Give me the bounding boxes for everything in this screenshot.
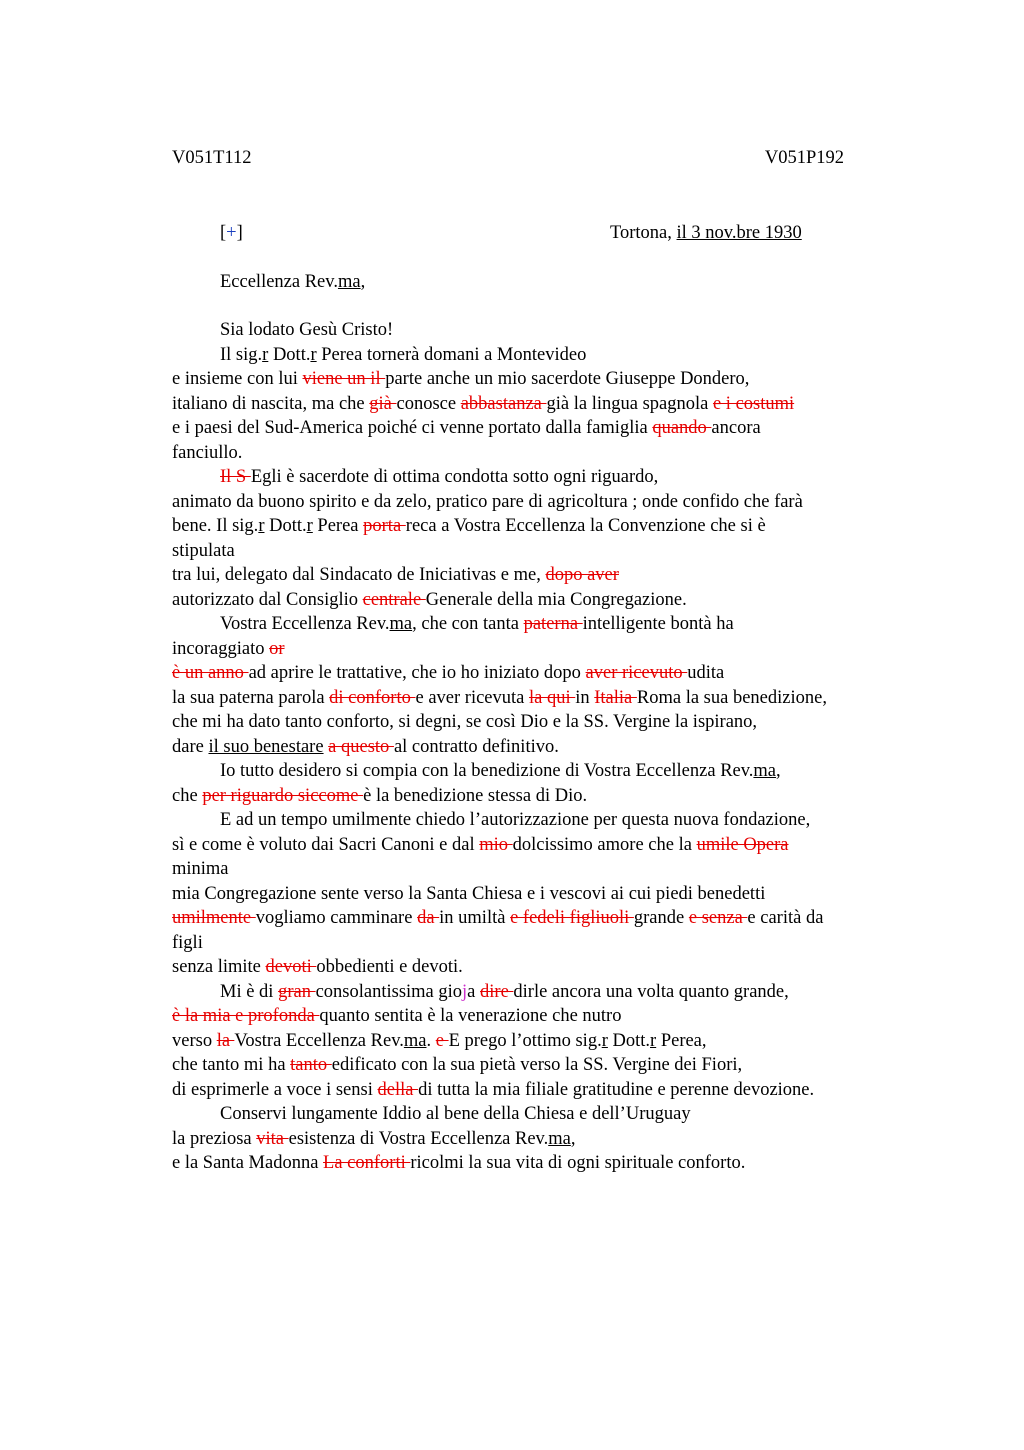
deleted-text: tanto [290, 1055, 332, 1075]
body-line [172, 1030, 707, 1052]
text-segment: italiano di nascita, ma che [172, 394, 370, 414]
deleted-text: gran [278, 982, 316, 1002]
deleted-text: dopo aver [545, 565, 619, 585]
text-segment: . [426, 1031, 436, 1051]
body-line [172, 711, 757, 733]
underlined-text: ma [548, 1129, 571, 1149]
underlined-text: il suo benestare [208, 737, 324, 757]
text-segment: che [172, 786, 203, 806]
text-segment: dirle ancora una volta quanto grande, [513, 982, 789, 1002]
deleted-text: umilmente [172, 908, 256, 928]
body-line [172, 393, 794, 415]
text-segment: Dott. [268, 345, 311, 365]
text-segment: udita [687, 663, 725, 683]
text-segment: grande [633, 908, 689, 928]
text-segment: esistenza di Vostra Eccellenza Rev. [288, 1129, 549, 1149]
underlined-text: r [306, 516, 313, 536]
date: il 3 nov.bre 1930 [676, 223, 802, 243]
body-line [220, 466, 658, 488]
body-line [172, 1152, 745, 1174]
text-segment: vogliamo camminare [255, 908, 418, 928]
text-segment: che mi ha dato tanto conforto, si degni, se così Dio e la SS. Vergine la ispirano, [172, 712, 758, 732]
deleted-text: per riguardo siccome [202, 786, 364, 806]
text-segment: consolantissima gio [315, 982, 463, 1002]
body-line [172, 638, 285, 660]
text-segment: tra lui, delegato dal Sindacato de Iniciativas e me, [172, 565, 546, 585]
body-line [172, 491, 803, 513]
body-line [172, 564, 619, 586]
deleted-text: porta [363, 516, 406, 536]
deleted-text: quando [652, 418, 712, 438]
deleted-text: è un anno [172, 663, 249, 683]
body-line [172, 368, 749, 390]
header-right-code: V051P192 [764, 148, 844, 168]
text-segment: Io tutto desidero si compia con la benedizione di Vostra Eccellenza Rev. [220, 761, 754, 781]
text-segment: figli [172, 933, 203, 953]
text-segment: di tutta la mia filiale gratitudine e perenne devozione. [418, 1080, 815, 1100]
text-segment: minima [172, 859, 229, 879]
text-segment: e la Santa Madonna [172, 1153, 324, 1173]
body-line [172, 858, 229, 880]
deleted-text: e i costumi [712, 394, 795, 414]
body-line [220, 319, 393, 341]
text-segment: e i paesi del Sud-America poiché ci venne portato dalla famiglia [172, 418, 653, 438]
text-segment: intelligente bontà ha [582, 614, 734, 634]
deleted-text: e senza [688, 908, 748, 928]
body-line [172, 589, 687, 611]
text-segment: , [570, 1129, 576, 1149]
text-segment: sì e come è voluto dai Sacri Canoni e dal [172, 835, 480, 855]
deleted-text: e fedeli figliuoli [510, 908, 634, 928]
body-line [172, 736, 559, 758]
body-line [172, 883, 765, 905]
text-segment: E ad un tempo umilmente chiedo l’autorizzazione per questa nuova fondazione, [220, 810, 811, 830]
text-segment: , [776, 761, 781, 781]
text-segment: senza limite [172, 957, 266, 977]
text-segment: reca a Vostra Eccellenza la Convenzione che si è [405, 516, 766, 536]
text-segment: è la benedizione stessa di Dio. [363, 786, 588, 806]
text-segment: che tanto mi ha [172, 1055, 291, 1075]
text-segment: dare [172, 737, 209, 757]
body-line [172, 907, 823, 929]
underlined-text: r [258, 516, 265, 536]
deleted-text: da [417, 908, 440, 928]
body-line [220, 613, 734, 635]
body-line [172, 1005, 621, 1027]
body-line [172, 515, 766, 537]
body-line [172, 662, 724, 684]
underlined-text: ma [753, 761, 777, 781]
editorial-marker: [+] [220, 223, 243, 243]
underlined-text: r [650, 1031, 657, 1051]
text-segment: già la lingua spagnola [546, 394, 713, 414]
text-segment: animato da buono spirito e da zelo, pratico pare di agricoltura ; onde confido che farà [172, 492, 803, 512]
body-line [172, 442, 242, 464]
underlined-text: ma [403, 1031, 427, 1051]
text-segment: bene. Il sig. [172, 516, 259, 536]
body-line [172, 956, 463, 978]
deleted-text: devoti [265, 957, 317, 977]
deleted-text: di conforto [329, 688, 416, 708]
text-segment: verso [172, 1031, 217, 1051]
text-segment: Mi è di [220, 982, 279, 1002]
body-line [220, 1103, 691, 1125]
text-segment: ricolmi la sua vita di ogni spirituale conforto. [410, 1153, 746, 1173]
body-line [172, 687, 827, 709]
text-segment: Egli è sacerdote di ottima condotta sotto ogni riguardo, [250, 467, 659, 487]
text-segment: autorizzato dal Consiglio [172, 590, 363, 610]
body-line [172, 540, 235, 562]
underlined-text: r [601, 1031, 608, 1051]
body-line [220, 981, 789, 1003]
text-segment: mia Congregazione sente verso la Santa Chiesa e i vescovi ai cui piedi benedetti [172, 884, 766, 904]
deleted-text: dire [480, 982, 514, 1002]
page-header [172, 147, 844, 169]
deleted-text: la qui [528, 688, 576, 708]
underlined-text: ma [389, 614, 413, 634]
deleted-text: or [269, 639, 285, 659]
text-segment: , che con tanta [412, 614, 524, 634]
text-segment: Perea [312, 516, 364, 536]
text-segment: in umiltà [439, 908, 511, 928]
place-date [610, 222, 802, 244]
deleted-text: abbastanza [460, 394, 547, 414]
plus-icon: + [226, 223, 237, 243]
deleted-text: Italia [594, 688, 637, 708]
text-segment: E prego l’ottimo sig. [448, 1031, 602, 1051]
body-line [172, 1128, 575, 1150]
underlined-text: r [310, 345, 317, 365]
text-segment: Perea tornerà domani a Montevideo [316, 345, 587, 365]
body-line [172, 932, 203, 954]
text-segment: di esprimerle a voce i sensi [172, 1080, 378, 1100]
text-segment: ancora [711, 418, 761, 438]
text-segment: fanciullo. [172, 443, 243, 463]
text-segment: obbedienti e devoti. [316, 957, 463, 977]
text-segment: Generale della mia Congregazione. [425, 590, 687, 610]
body-line [172, 1054, 742, 1076]
deleted-text: vita [256, 1129, 289, 1149]
header-left-code: V051T112 [172, 148, 252, 168]
deleted-text: e [435, 1031, 449, 1051]
text-segment: Perea, [656, 1031, 707, 1051]
body-line [172, 785, 587, 807]
text-segment: conosce [396, 394, 461, 414]
place: Tortona, [610, 223, 677, 243]
body-line [172, 1079, 814, 1101]
text-segment: Sia lodato Gesù Cristo! [220, 320, 394, 340]
body-line [220, 344, 586, 366]
underlined-text: r [262, 345, 269, 365]
text-segment: in [575, 688, 595, 708]
body-line [220, 809, 810, 831]
text-segment: incoraggiato [172, 639, 270, 659]
salutation: Eccellenza Rev.ma, [220, 272, 366, 292]
deleted-text: già [369, 394, 397, 414]
text-segment: e aver ricevuta [415, 688, 529, 708]
text-segment: al contratto definitivo. [393, 737, 559, 757]
text-segment: Dott. [264, 516, 307, 536]
body-line [172, 417, 761, 439]
body-line [220, 760, 781, 782]
text-segment: e carità da [747, 908, 824, 928]
text-segment: stipulata [172, 541, 235, 561]
text-segment: la preziosa [172, 1129, 257, 1149]
text-segment: j [462, 982, 468, 1002]
text-segment: Vostra Eccellenza Rev. [220, 614, 390, 634]
text-segment: Conservi lungamente Iddio al bene della Chiesa e dell’Uruguay [220, 1104, 691, 1124]
text-segment: ad aprire le trattative, che io ho iniziato dopo [248, 663, 586, 683]
text-segment: Roma la sua benedizione, [636, 688, 827, 708]
text-segment: Il sig. [220, 345, 263, 365]
text-segment: dolcissimo amore che la [512, 835, 697, 855]
deleted-text: la [216, 1031, 235, 1051]
deleted-text: mio [479, 835, 513, 855]
text-segment: Vostra Eccellenza Rev. [234, 1031, 404, 1051]
body-line [172, 834, 789, 856]
deleted-text: è la mia e profonda [172, 1006, 320, 1026]
text-segment: quanto sentita è la venerazione che nutro [319, 1006, 622, 1026]
text-segment: edificato con la sua pietà verso la SS. Vergine dei Fiori, [331, 1055, 743, 1075]
deleted-text: della [377, 1080, 419, 1100]
deleted-text: centrale [362, 590, 426, 610]
text-segment: la sua paterna parola [172, 688, 330, 708]
deleted-text: Il S [220, 467, 251, 487]
deleted-text: viene un il [302, 369, 386, 389]
deleted-text: umile Opera [696, 835, 789, 855]
text-segment: e insieme con lui [172, 369, 303, 389]
deleted-text: La conforti [323, 1153, 411, 1173]
text-segment: a [467, 982, 481, 1002]
deleted-text: aver ricevuto [585, 663, 688, 683]
text-segment: parte anche un mio sacerdote Giuseppe Dondero, [385, 369, 750, 389]
deleted-text: a questo [328, 737, 394, 757]
text-segment: Dott. [607, 1031, 651, 1051]
deleted-text: paterna [523, 614, 583, 634]
